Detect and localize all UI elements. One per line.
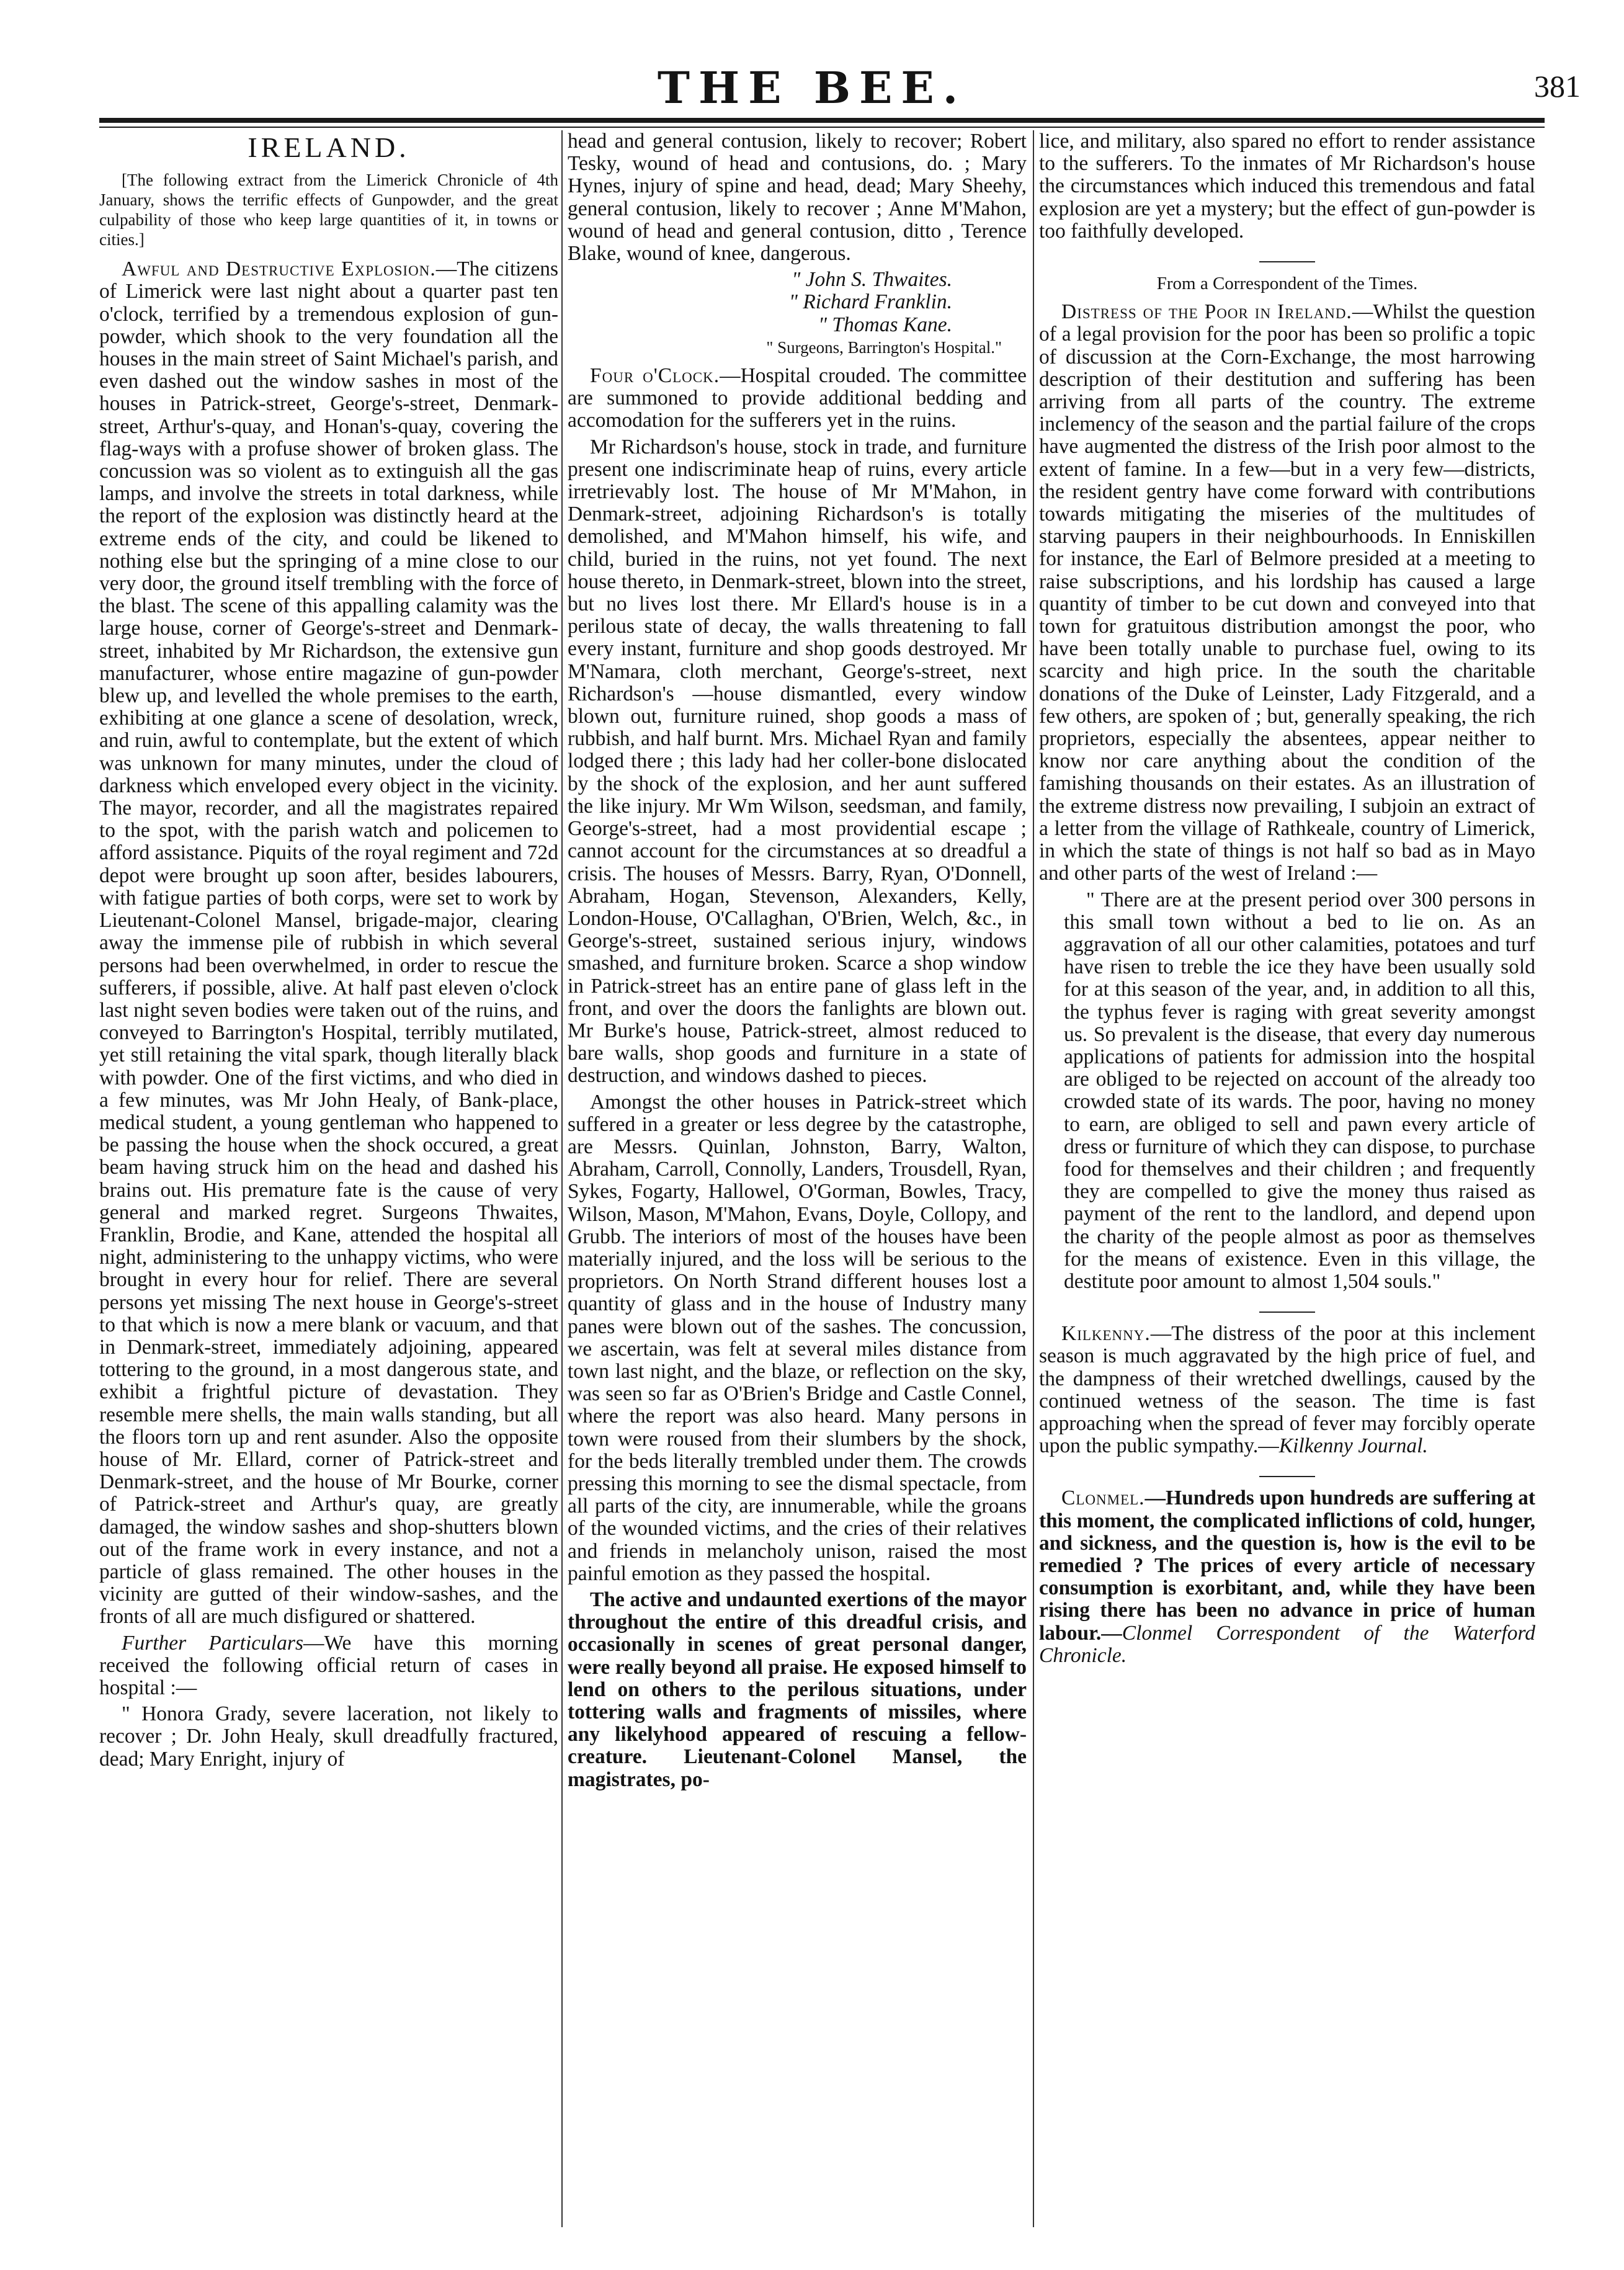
article-paragraph: Amongst the other houses in Patrick-street which suffered in a greater or less degree by the catastrophe, are Messrs. Quinlan, Johnston, Barry, Walton, Abraham, Carroll, Connolly, Landers, Trousdell, Ryan, Sykes, Fogarty, Hallowel, O'Gorman, Bowles, Tracy, Wilson, Mason, M'Mahon, Evans, Doyle, Collopy, and Grubb. The interiors of most of the houses have been materially injured, and the loss will be serious to the proprietors. On North Strand different houses lost a quantity of glass and in the house of Industry many panes were blown out of the sashes. The concussion, we ascertain, was felt at several miles distance from town last night, and the blaze, or reflection on the sky, was seen so far as O'Brien's Bridge and Castle Connel, where the report was also heard. Many persons in town were roused from their slumbers by the shock, for the beds literally trembled under them. The crowds pressing this morning to see the dismal spectacle, from all parts of the city, are innumerable, while the groans of the wounded victims, and the cries of their relatives and friends in melancholy unison, raised the most painful emotion as they passed the hospital. <box>568 1090 1027 1585</box>
article-body: —The distress of the poor at this inclement season is much aggravated by the high price of fuel, and the dampness of their wretched dwellings, caused by the continued wetness of the season. The time is fast approaching when the spread of fever may forcibly operate upon the public sympathy.— <box>1039 1322 1535 1458</box>
article-body: —We have this morning received the following official return of cases in hospital :— <box>99 1631 558 1699</box>
column-divider <box>1033 130 1034 2227</box>
correspondent-line: From a Correspondent of the Times. <box>1156 274 1418 294</box>
article-heading: Further Particulars <box>122 1631 304 1655</box>
surgeon-signature: " Thomas Kane. <box>818 313 952 336</box>
hospital-return-start: " Honora Grady, severe laceration, not likely to recover ; Dr. John Healy, skull dreadfully fractured, dead; Mary Enright, injury of <box>99 1702 558 1771</box>
column-2 <box>568 130 1027 2240</box>
surgeon-signature: " Richard Franklin. <box>788 290 952 314</box>
signature-footer: " Surgeons, Barrington's Hospital." <box>766 337 1002 357</box>
surgeon-signature: " John S. Thwaites. <box>792 268 952 292</box>
section-title: IRELAND. <box>248 132 410 163</box>
article-source: Kilkenny Journal. <box>1278 1434 1428 1458</box>
article-heading: Awful and Destructive Explosion. <box>122 257 436 281</box>
article-paragraph: lice, and military, also spared no effort to render assistance to the sufferers. To the inmates of Mr Richardson's house the circumstances which induced this tremendous and fatal explosion are yet a mystery; but the effect of gun-powder is too faithfully developed. <box>1039 130 1535 243</box>
column-1 <box>99 130 558 2240</box>
article-body: —The citizens of Limerick were last night about a quarter past ten o'clock, terrified by a tremendous explosion of gun-powder, which shook to the very foundation all the houses in the main street of Saint Michael's parish, and even dashed out the window sashes in most of the houses in Patrick-street, George's-street, Denmark-street, Arthur's-quay, and Honan's-quay, covering the flag-ways with a profuse shower of broken glass. The concussion was so violent as to extinguish all the gas lamps, and involve the streets in total darkness, while the report of the explosion was distinctly heard at the extreme ends of the city, and could be likened to nothing else but the springing of a mine close to our very door, the ground itself trembling with the force of the blast. The scene of this appalling calamity was the large house, corner of George's-street and Denmark-street, inhabited by Mr Richardson, the extensive gun manufacturer, whose entire magazine of gun-powder blew up, and levelled the whole premises to the earth, exhibiting at one glance a scene of desolation, wreck, and ruin, awful to contemplate, but the extent of which was unknown for many minutes, under the cloud of darkness which enveloped every object in the vicinity. The mayor, recorder, and all the magistrates repaired to the spot, with the parish watch and policemen to afford assistance. Piquits of the royal regiment and 72d depot were brought up soon after, besides labourers, with fatigue parties of both corps, were set to work by Lieutenant-Colonel Mansel, brigade-major, clearing away the immense pile of rubbish in which several persons had been overwhelmed, in order to rescue the sufferers, if possible, alive. At half past eleven o'clock last night seven bodies were taken out of the ruins, and conveyed to Barrington's Hospital, terribly mutilated, yet still retaining the vital spark, though literally black with powder. One of the first victims, and who died in a few minutes, was Mr John Healy, of Bank-place, medical student, a young gentleman who happened to be passing the house when the shock occured, a great beam having struck him on the head and dashed his brains out. His premature fate is the cause of very general and marked regret. Surgeons Thwaites, Franklin, Brodie, and Kane, attended the hospital all night, administering to the unhappy victims, who were brought in every hour for relief. There are several persons yet missing The next house in George's-street to that which is now a mere blank or vacuum, and that in Denmark-street, immediately adjoining, appeared tottering to the ground, in a most dangerous state, and exhibit a frightful picture of devastation. They resemble mere shells, the main walls standing, but all the floors torn up and rent asunder. Also the opposite house of Mr. Ellard, corner of Patrick-street and Denmark-street, and the house of Mr Bourke, corner of Patrick-street and Arthur's quay, are greatly damaged, the window sashes and shop-shutters blown out of the frame work in every instance, and not a particle of glass remained. The other houses in the vicinity are gutted of their window-sashes, and the fronts of all are much disfigured or shattered. <box>99 257 558 1629</box>
article-four-oclock <box>568 365 1027 432</box>
article-clonmel <box>1039 1487 1535 1667</box>
header-rule-thin <box>99 127 1545 128</box>
page-number: 381 <box>1534 69 1581 104</box>
article-further-particulars <box>99 1632 558 1700</box>
article-body: —Whilst the question of a legal provision for the poor has been so prolific a topic of discussion at the Corn-Exchange, the most harrowing description of their destitution and suffering has been arriving from all parts of the country. The extreme inclemency of the season and the partial failure of the crops have augmented the distress of the Irish poor almost to the extent of famine. In a few—but in a very few—districts, the resident gentry have come forward with contributions towards mitigating the miseries of the multitudes of starving paupers in their neighbourhoods. In Enniskillen for instance, the Earl of Belmore presided at a meeting to raise subscriptions, and his lordship has caused a large quantity of timber to be cut down and conveyed into that town for gratuitous distribution amongst the poor, who have been totally unable to purchase fuel, owing to its scarcity and high price. In the south the charitable donations of the Duke of Leinster, Lady Fitzgerald, and a few others, are spoken of ; but, generally speaking, the rich proprietors, especially the absentees, appear neither to know nor care anything about the condition of the famishing thousands on their estates. As an illustration of the extreme distress now prevailing, I subjoin an extract of a letter from the village of Rathkeale, country of Limerick, in which the state of things is not half so bad as in Mayo and other parts of the west of Ireland :— <box>1039 300 1535 885</box>
article-source: Clonmel Correspondent of the Waterford Chronicle. <box>1039 1621 1535 1667</box>
article-paragraph: The active and undaunted exertions of the mayor throughout the entire of this dreadful crisis, and occasionally in scenes of great personal danger, were really beyond all praise. He exposed himself to lend on others to the perilous situations, under tottering walls and fragments of missiles, where any likelyhood appeared of rescuing a fellow-creature. Lieutenant-Colonel Mansel, the magistrates, po- <box>568 1588 1027 1791</box>
article-body: —Hospital crouded. The committee are summoned to provide additional bedding and accomodation for the sufferers yet in the ruins. <box>568 364 1027 432</box>
article-awful-explosion <box>99 258 558 1628</box>
column-divider <box>561 130 563 2227</box>
article-heading: Clonmel. <box>1061 1486 1145 1510</box>
header-rule-thick <box>99 118 1545 123</box>
section-divider <box>1259 1476 1315 1477</box>
article-paragraph: Mr Richardson's house, stock in trade, and furniture present one indiscriminate heap of ruins, every article irretrievably lost. The house of Mr M'Mahon, in Denmark-street, adjoining Richardson's is totally demolished, and M'Mahon himself, his wife, and child, buried in the ruins, not yet found. The next house thereto, in Denmark-street, blown into the street, but no lives lost there. Mr Ellard's house is in a perilous state of decay, the walls threatening to fall every instant, furniture and shop goods destroyed. Mr M'Namara, cloth merchant, George's-street, next Richardson's —house dismantled, every window blown out, furniture ruined, shop goods a mass of rubbish, and half burnt. Mrs. Michael Ryan and family lodged there ; this lady had her coller-bone dislocated by the shock of the explosion, and her aunt suffered the like injury. Mr Wm Wilson, seedsman, and family, George's-street, had a most providential escape ; cannot account for the circumstances at so dreadful a crisis. The houses of Messrs. Barry, Ryan, O'Donnell, Abraham, Hogan, Stevenson, Alexanders, Kelly, London-House, O'Callaghan, O'Brien, Welch, &c., in George's-street, sustained serious injury, windows smashed, and furniture broken. Scarce a shop window in Patrick-street has an entire pane of glass left in the front, and over the doors the fanlights are blown out. Mr Burke's house, Patrick-street, almost reduced to bare walls, shop goods and furniture in a state of destruction, and windows dashed to pieces. <box>568 435 1027 1088</box>
masthead: THE BEE. <box>657 62 967 114</box>
intro-note: [The following extract from the Limerick Chronicle of 4th January, shows the terrific effects of Gunpowder, and the great culpability of those who keep large quantities of it, in towns or cities.] <box>99 171 558 249</box>
article-heading: Four o'Clock. <box>590 364 720 388</box>
column-3 <box>1039 130 1535 2240</box>
article-kilkenny <box>1039 1323 1535 1457</box>
article-heading: Distress of the Poor in Ireland. <box>1061 300 1352 324</box>
article-body: —Hundreds upon hundreds are suffering at this moment, the complicated inflictions of cold, hunger, and sickness, and the question is, how is the evil to be remedied ? The prices of every article of necessary consumption is exorbitant, and, while they have been rising there has been no advance in price of human labour.— <box>1039 1486 1535 1645</box>
article-heading: Kilkenny. <box>1061 1322 1151 1346</box>
section-divider <box>1259 261 1315 262</box>
article-distress <box>1039 301 1535 885</box>
hospital-return-continued: head and general contusion, likely to recover; Robert Tesky, wound of head and contusions, do. ; Mary Hynes, injury of spine and head, dead; Mary Sheehy, general contusion, likely to recover ; Anne M'Mahon, wound of head and general contusion, ditto , Terence Blake, wound of knee, dangerous. <box>568 130 1027 266</box>
section-divider <box>1259 1312 1315 1313</box>
letter-extract: " There are at the present period over 300 persons in this small town without a bed to lie on. As an aggravation of all our other calamities, potatoes and turf have risen to treble the ice they have been usually sold for at this season of the year, and, in addition to all this, the typhus fever is raging with great severity amongst us. So prevalent is the disease, that every day numerous applications of patients for admission into the hospital are obliged to be rejected on account of the already too crowded state of its wards. The poor, having no money to earn, are obliged to sell and pawn every article of dress or furniture of which they can dispose, to purchase food for themselves and their children ; and frequently they are compelled to give the money thus raised as payment of the rent to the landlord, and depend upon the charity of the people almost as poor as themselves for the means of existence. Even in this village, the destitute poor amount to almost 1,504 souls." <box>1064 888 1535 1293</box>
